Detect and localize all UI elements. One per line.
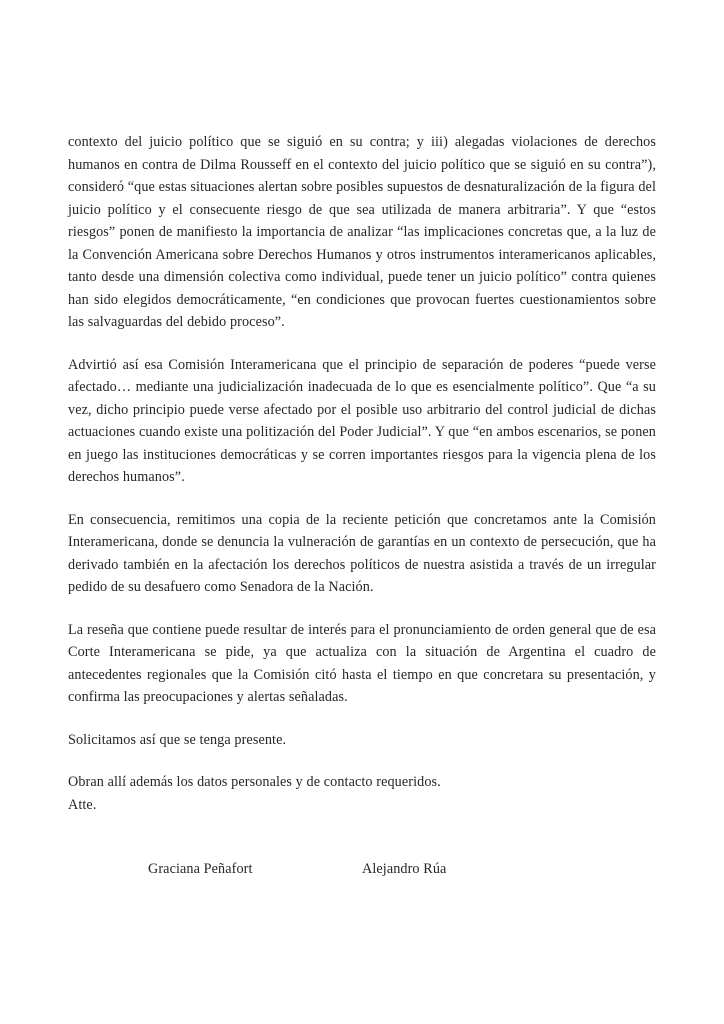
paragraph-allegations-context: contexto del juicio político que se siguió en su contra; y iii) alegadas violaciones de derechos humanos en contra de Dilma Rousseff en el contexto del juicio político que se siguió en su contra”), consideró “que estas situaciones alertan sobre posibles supuestos de desnaturalización de la figura del juicio político y el consecuente riesgo de que sea utilizada de manera arbitraria”. Y que “estos riesgos” ponen de manifiesto la importancia de analizar “las implicaciones concretas que, a la luz de la Convención Americana sobre Derechos Humanos y otros instrumentos interamericanos aplicables, tanto desde una dimensión colectiva como individual, puede tener un juicio político” contra quienes han sido elegidos democráticamente, “en condiciones que provocan fuertes cuestionamientos sobre las salvaguardas del debido proceso”.	[68, 134, 656, 330]
paragraph-separation-of-powers: Advirtió así esa Comisión Interamericana que el principio de separación de poderes “puede verse afectado… mediante una judicialización inadecuada de lo que es esencialmente político”. Que “a su vez, dicho principio puede verse afectado por el posible uso arbitrario del control judicial de dichas actuaciones cuando existe una politización del Poder Judicial”. Y que “en ambos escenarios, se ponen en juego las instituciones democráticas y se corren importantes riesgos para la vigencia plena de los derechos humanos”.	[68, 356, 656, 485]
closing-line: Atte.	[68, 796, 97, 813]
paragraph-petition-copy: En consecuencia, remitimos una copia de la reciente petición que concretamos ante la Comisión Interamericana, donde se denuncia la vulneración de garantías en un contexto de persecución, que ha derivado también en la afectación los derechos políticos de nuestra asistida a través de un irregular pedido de su desafuero como Senadora de la Nación.	[68, 511, 656, 595]
paragraph-review-relevance: La reseña que contiene puede resultar de interés para el pronunciamiento de orden general que de esa Corte Interamericana se pide, ya que actualiza con la situación de Argentina el cuadro de antecedentes regionales que la Comisión citó hasta el tiempo en que concretara su presentación, y confirma las preocupaciones y alertas señaladas.	[68, 621, 656, 705]
signature-alejandro-rua: Alejandro Rúa	[362, 861, 447, 877]
signature-graciana-penafort: Graciana Peñafort	[148, 861, 253, 877]
request-line: Solicitamos así que se tenga presente.	[68, 731, 287, 748]
signature-row	[68, 858, 656, 880]
letter-body	[68, 131, 656, 880]
attachments-line: Obran allí además los datos personales y de contacto requeridos.	[68, 774, 441, 790]
